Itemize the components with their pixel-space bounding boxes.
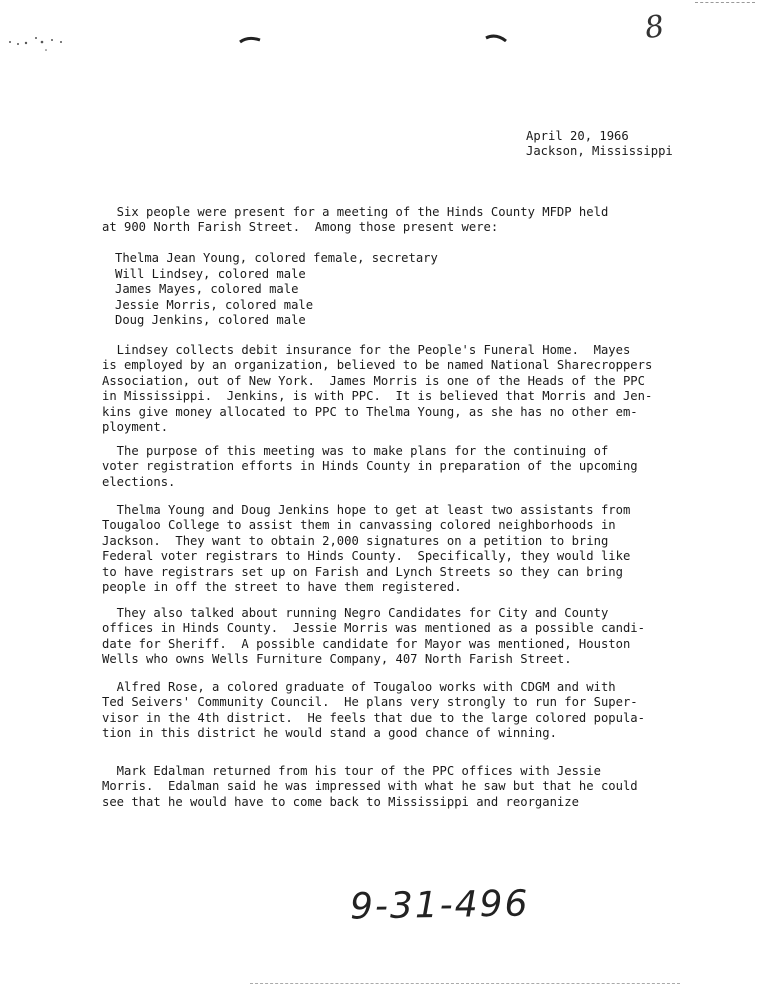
attendee-list: [115, 251, 438, 329]
attendee-item: Will Lindsey, colored male: [115, 266, 306, 281]
paragraph-line: Thelma Young and Doug Jenkins hope to get at least two assistants from: [102, 503, 631, 517]
intro-line: Six people were present for a meeting of the Hinds County MFDP held: [102, 205, 609, 219]
top-edge-dashes: [695, 2, 755, 3]
paragraph-line: voter registration efforts in Hinds County in preparation of the upcoming: [102, 459, 638, 474]
paragraph-line: visor in the 4th district. He feels that due to the large colored popula-: [102, 710, 645, 725]
date-place-header: [526, 129, 673, 159]
paragraph-purpose: [102, 444, 662, 490]
attendee-item: Thelma Jean Young, colored female, secretary: [115, 251, 438, 265]
paragraph-line: in Mississippi. Jenkins, is with PPC. It is believed that Morris and Jen-: [102, 389, 653, 404]
paragraph-registration: [102, 503, 662, 595]
paragraph-edalman: [102, 764, 662, 810]
paragraph-line: see that he would have to come back to Mississippi and reorganize: [102, 794, 579, 809]
handwritten-page-mark: 8: [642, 8, 667, 47]
paragraph-line: Wells who owns Wells Furniture Company, 407 North Farish Street.: [102, 652, 572, 667]
paragraph-line: The purpose of this meeting was to make plans for the continuing of: [102, 444, 609, 458]
paragraph-line: offices in Hinds County. Jessie Morris was mentioned as a possible candi-: [102, 621, 645, 636]
punch-mark-right: [484, 32, 508, 42]
paragraph-line: date for Sheriff. A possible candidate for Mayor was mentioned, Houston: [102, 636, 631, 651]
handwritten-file-number: 9-31-496: [349, 883, 530, 928]
paragraph-line: Jackson. They want to obtain 2,000 signatures on a petition to bring: [102, 533, 609, 548]
paragraph-line: kins give money allocated to PPC to Thelma Young, as she has no other em-: [102, 404, 638, 419]
intro-paragraph: [102, 205, 662, 236]
paragraph-line: Tougaloo College to assist them in canvassing colored neighborhoods in: [102, 518, 616, 533]
punch-mark-left: [238, 34, 262, 44]
paragraph-line: Federal voter registrars to Hinds County. Specifically, they would like: [102, 549, 631, 564]
paragraph-line: Lindsey collects debit insurance for the People's Funeral Home. Mayes: [102, 343, 631, 357]
paragraph-candidates: [102, 606, 662, 668]
paragraph-line: to have registrars set up on Farish and Lynch Streets so they can bring: [102, 564, 623, 579]
paragraph-line: Association, out of New York. James Morris is one of the Heads of the PPC: [102, 373, 645, 388]
paragraph-line: Morris. Edalman said he was impressed with what he saw but that he could: [102, 779, 638, 794]
intro-line: at 900 North Farish Street. Among those present were:: [102, 220, 499, 235]
paragraph-line: Mark Edalman returned from his tour of the PPC offices with Jessie: [102, 764, 601, 778]
attendee-item: Doug Jenkins, colored male: [115, 313, 306, 327]
paragraph-line: ployment.: [102, 420, 169, 435]
attendee-item: Jessie Morris, colored male: [115, 297, 314, 312]
bottom-edge-dashes: [250, 983, 680, 984]
header-date: April 20, 1966: [526, 129, 629, 143]
paragraph-line: Ted Seivers' Community Council. He plans very strongly to run for Super-: [102, 695, 638, 710]
paragraph-line: They also talked about running Negro Candidates for City and County: [102, 606, 609, 620]
attendee-item: James Mayes, colored male: [115, 282, 299, 296]
paragraph-line: is employed by an organization, believed to be named National Sharecroppers: [102, 358, 653, 373]
scan-specks: [6, 30, 76, 54]
paragraph-line: tion in this district he would stand a good chance of winning.: [102, 726, 557, 741]
header-place: Jackson, Mississippi: [526, 144, 673, 158]
paragraph-line: people in off the street to have them registered.: [102, 580, 462, 595]
paragraph-alfred-rose: [102, 680, 662, 742]
paragraph-line: Alfred Rose, a colored graduate of Tougaloo works with CDGM and with: [102, 680, 616, 694]
paragraph-line: elections.: [102, 474, 176, 489]
paragraph-lindsey: [102, 343, 662, 435]
